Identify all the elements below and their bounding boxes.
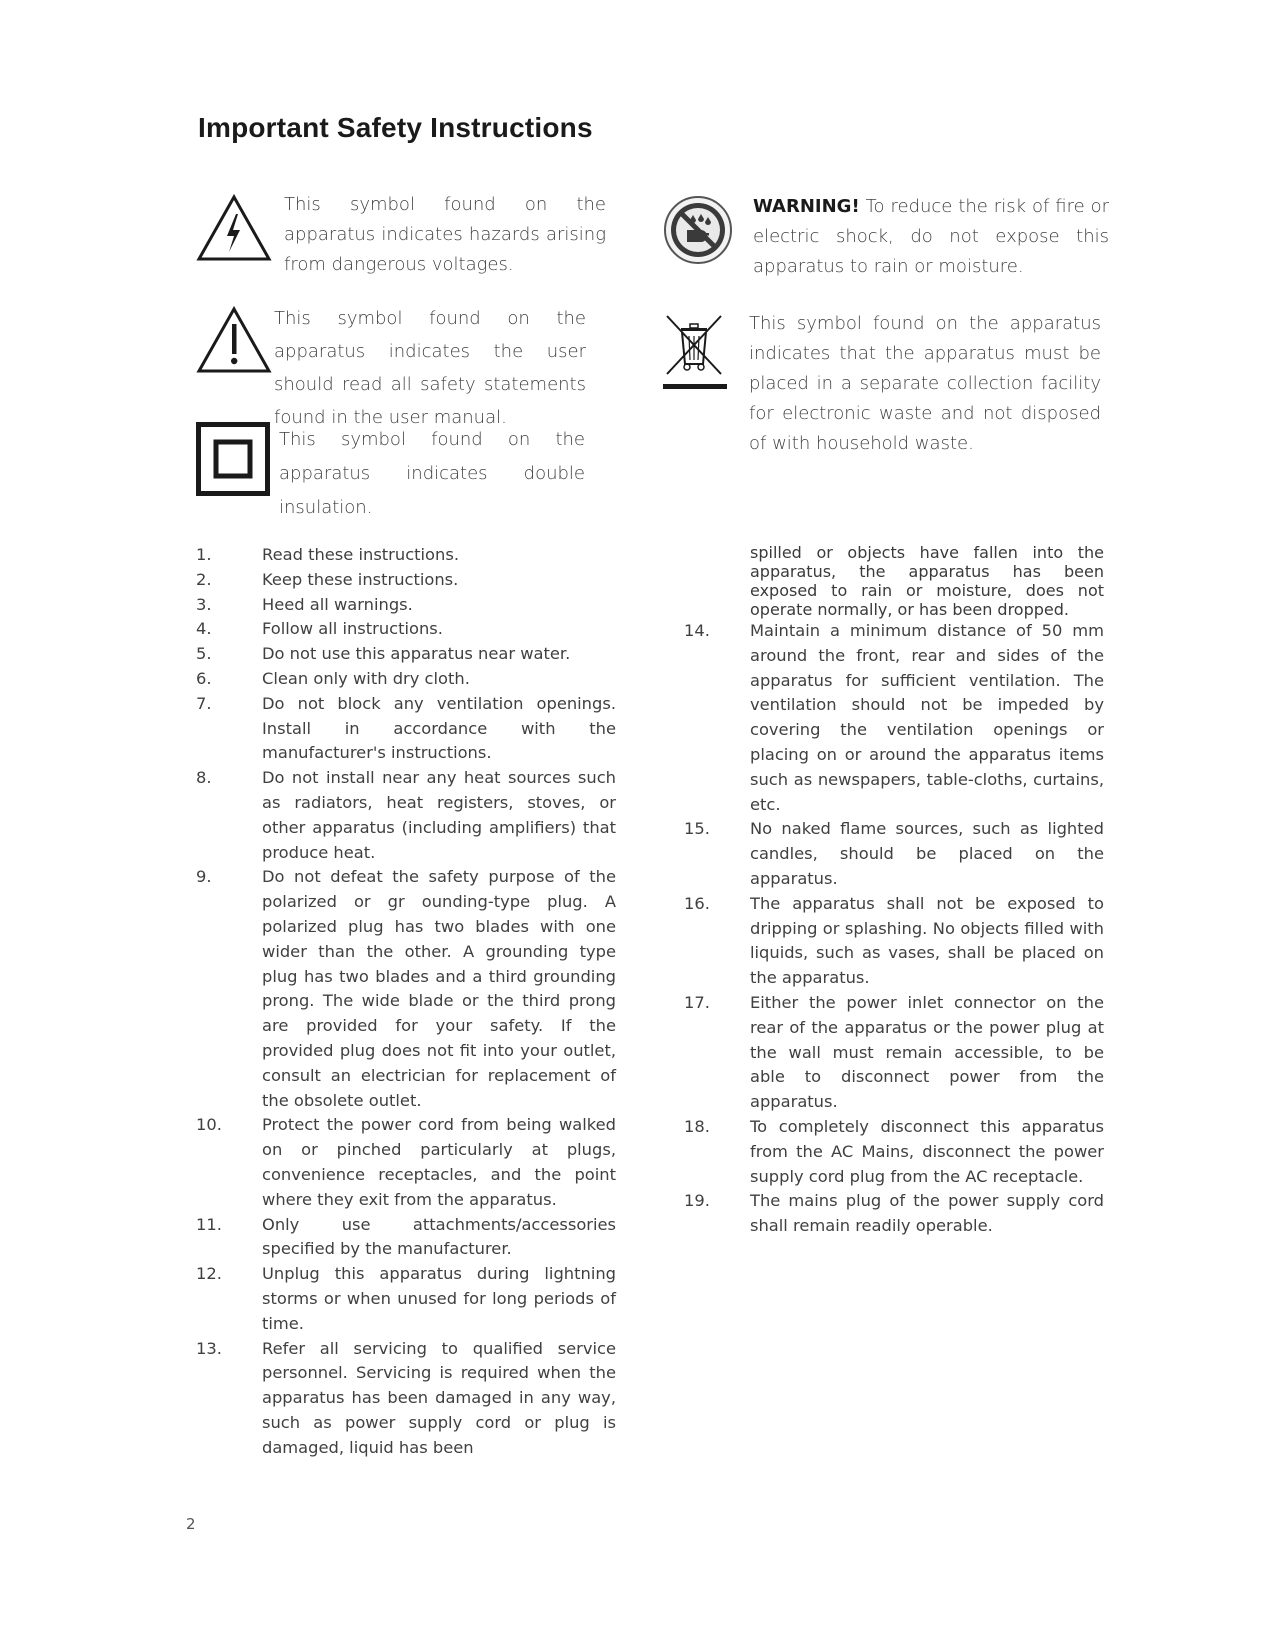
warning-text: To reduce the risk of fire or electric shock, do not expose this apparatus to rain or moisture.	[753, 196, 1109, 277]
list-item: 17. Either the power inlet connector on the rear of the apparatus or the power plug at the wall must remain accessible, to be able to disconnect power from the apparatus.	[684, 992, 1104, 1112]
list-item: 12. Unplug this apparatus during lightning storms or when unused for long periods of time.	[196, 1264, 616, 1333]
no-water-icon	[662, 194, 734, 266]
lightning-symbol-text: This symbol found on the apparatus indicates hazards arising from dangerous voltages.	[284, 194, 606, 275]
list-item: 13. Refer all servicing to qualified service personnel. Servicing is required when the apparatus has been damaged in any way, such as power supply cord or plug is damaged, liquid has been	[196, 1338, 616, 1457]
list-item: 19. The mains plug of the power supply cord shall remain readily operable.	[684, 1191, 1104, 1236]
list-item: 5. Do not use this apparatus near water.	[196, 644, 571, 664]
page-title: Important Safety Instructions	[198, 112, 593, 143]
double-insulation-icon	[196, 422, 270, 496]
list-item: 18. To completely disconnect this apparatus from the AC Mains, disconnect the power supply cord plug from the AC receptacle.	[684, 1116, 1104, 1186]
double-insulation-text: This symbol found on the apparatus indicates double insulation.	[279, 429, 585, 518]
crossed-bin-icon	[661, 314, 729, 390]
list-item: 16. The apparatus shall not be exposed to dripping or splashing. No objects filled with liquids, such as vases, shall be placed on the apparatus.	[684, 893, 1104, 988]
list-item: 2. Keep these instructions.	[196, 569, 459, 589]
page-number: 2	[186, 1515, 196, 1533]
warning-text-block	[753, 192, 1109, 282]
instruction-list-left	[196, 543, 616, 1460]
list-item: 10. Protect the power cord from being walked on or pinched particularly at plugs, convenience receptacles, and the point where they exit from the apparatus.	[196, 1115, 616, 1209]
list-item: 6. Clean only with dry cloth.	[196, 668, 470, 688]
list-item-continuation: spilled or objects have fallen into the apparatus, the apparatus has been exposed to rain or moisture, does not operate normally, or has been dropped.	[750, 543, 1104, 619]
weee-symbol-text: This symbol found on the apparatus indicates that the apparatus must be placed in a separate collection facility for electronic waste and not disposed of with household waste.	[749, 313, 1101, 454]
list-item: 1. Read these instructions.	[196, 545, 459, 564]
list-item: 11. Only use attachments/accessories specified by the manufacturer.	[196, 1214, 616, 1259]
instruction-list-right	[684, 543, 1104, 1239]
warning-label: WARNING!	[753, 196, 860, 217]
list-item: 8. Do not install near any heat sources such as radiators, heat registers, stoves, or other apparatus (including amplifiers) that produce heat.	[196, 768, 616, 862]
list-item: 7. Do not block any ventilation openings. Install in accordance with the manufacturer's instructions.	[196, 693, 616, 763]
list-item: 4. Follow all instructions.	[196, 619, 443, 639]
lightning-warning-icon	[196, 194, 272, 262]
list-item: 14. Maintain a minimum distance of 50 mm around the front, rear and sides of the apparatus for sufficient ventilation. The ventilation should not be impeded by covering the ventilation openings or placing on or around the apparatus items such as newspapers, table-cloths, curtains, etc.	[684, 621, 1104, 814]
exclamation-warning-icon	[196, 306, 272, 374]
exclamation-symbol-text: This symbol found on the apparatus indicates the user should read all safety statements found in the user manual.	[274, 308, 586, 428]
list-item: 15. No naked flame sources, such as lighted candles, should be placed on the apparatus.	[684, 819, 1104, 888]
list-item: 3. Heed all warnings.	[196, 594, 413, 614]
list-item: 9. Do not defeat the safety purpose of the polarized or gr ounding-type plug. A polarized plug has two blades with one wider than the other. A grounding type plug has two blades and a third grounding prong. The wide blade or the third prong are provided for your safety. If the provided plug does not fit into your outlet, consult an electrician for replacement of the obsolete outlet.	[196, 867, 616, 1110]
instruction-list-right-items	[684, 619, 1104, 1239]
